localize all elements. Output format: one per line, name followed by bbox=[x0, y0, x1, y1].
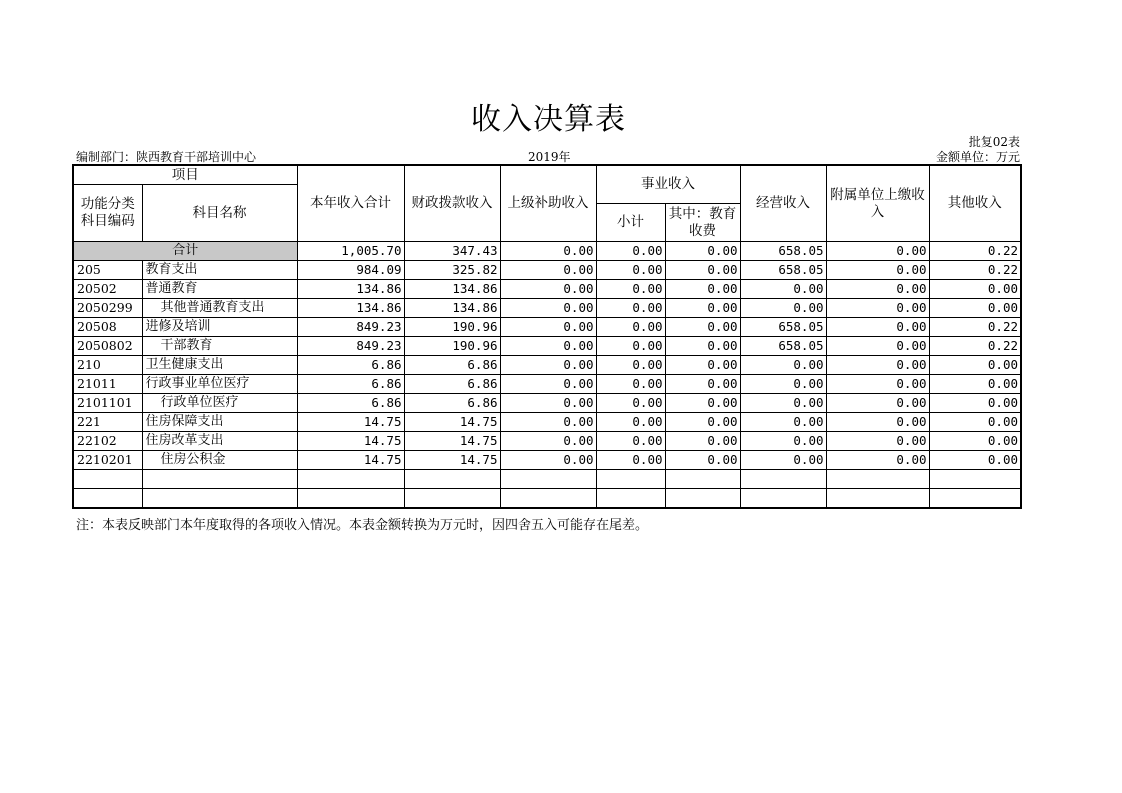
edu-fee-cell: 0.00 bbox=[665, 375, 740, 394]
subtotal-cell: 0.00 bbox=[596, 394, 665, 413]
subject-name-cell: 卫生健康支出 bbox=[142, 356, 297, 375]
operating-cell: 0.00 bbox=[740, 375, 826, 394]
header-func-code: 功能分类科目编码 bbox=[73, 185, 142, 242]
sum-label: 合计 bbox=[73, 242, 297, 261]
total-cell: 6.86 bbox=[297, 375, 404, 394]
affiliated-cell: 0.00 bbox=[826, 375, 929, 394]
sum-superior: 0.00 bbox=[500, 242, 596, 261]
affiliated-cell: 0.00 bbox=[826, 356, 929, 375]
empty-cell bbox=[740, 470, 826, 489]
header-total: 本年收入合计 bbox=[297, 165, 404, 242]
func-code-cell: 210 bbox=[73, 356, 142, 375]
header-superior: 上级补助收入 bbox=[500, 165, 596, 242]
subject-name-cell: 教育支出 bbox=[142, 261, 297, 280]
fiscal-cell: 190.96 bbox=[404, 318, 500, 337]
superior-cell: 0.00 bbox=[500, 318, 596, 337]
table-row bbox=[73, 432, 1021, 451]
subject-name-cell: 行政事业单位医疗 bbox=[142, 375, 297, 394]
header-item: 项目 bbox=[73, 165, 297, 185]
func-code-cell: 2101101 bbox=[73, 394, 142, 413]
table-row bbox=[73, 261, 1021, 280]
func-code-cell: 20508 bbox=[73, 318, 142, 337]
subtotal-cell: 0.00 bbox=[596, 356, 665, 375]
fiscal-cell: 14.75 bbox=[404, 413, 500, 432]
operating-cell: 658.05 bbox=[740, 261, 826, 280]
fiscal-cell: 6.86 bbox=[404, 375, 500, 394]
subject-name-cell: 住房公积金 bbox=[142, 451, 297, 470]
total-cell: 134.86 bbox=[297, 299, 404, 318]
empty-cell bbox=[500, 489, 596, 509]
header-other: 其他收入 bbox=[929, 165, 1021, 242]
affiliated-cell: 0.00 bbox=[826, 318, 929, 337]
empty-cell bbox=[297, 470, 404, 489]
table-row bbox=[73, 394, 1021, 413]
fiscal-cell: 190.96 bbox=[404, 337, 500, 356]
empty-cell bbox=[73, 489, 142, 509]
edu-fee-cell: 0.00 bbox=[665, 356, 740, 375]
edu-fee-cell: 0.00 bbox=[665, 413, 740, 432]
operating-cell: 658.05 bbox=[740, 337, 826, 356]
func-code-cell: 2210201 bbox=[73, 451, 142, 470]
fiscal-cell: 134.86 bbox=[404, 280, 500, 299]
subject-name-cell: 住房改革支出 bbox=[142, 432, 297, 451]
sum-total: 1,005.70 bbox=[297, 242, 404, 261]
table-row bbox=[73, 280, 1021, 299]
sum-fiscal: 347.43 bbox=[404, 242, 500, 261]
empty-cell bbox=[297, 489, 404, 509]
subject-name-cell: 普通教育 bbox=[142, 280, 297, 299]
unit-label: 金额单位：万元 bbox=[935, 150, 1020, 164]
superior-cell: 0.00 bbox=[500, 280, 596, 299]
subtotal-cell: 0.00 bbox=[596, 261, 665, 280]
func-code-cell: 2050802 bbox=[73, 337, 142, 356]
empty-cell bbox=[404, 470, 500, 489]
edu-fee-cell: 0.00 bbox=[665, 299, 740, 318]
subject-name-cell: 行政单位医疗 bbox=[142, 394, 297, 413]
superior-cell: 0.00 bbox=[500, 356, 596, 375]
func-code-cell: 20502 bbox=[73, 280, 142, 299]
fiscal-cell: 134.86 bbox=[404, 299, 500, 318]
affiliated-cell: 0.00 bbox=[826, 261, 929, 280]
operating-cell: 658.05 bbox=[740, 318, 826, 337]
operating-cell: 0.00 bbox=[740, 299, 826, 318]
total-cell: 14.75 bbox=[297, 451, 404, 470]
edu-fee-cell: 0.00 bbox=[665, 337, 740, 356]
superior-cell: 0.00 bbox=[500, 413, 596, 432]
other-cell: 0.00 bbox=[929, 432, 1021, 451]
affiliated-cell: 0.00 bbox=[826, 299, 929, 318]
func-code-cell: 221 bbox=[73, 413, 142, 432]
func-code-cell: 2050299 bbox=[73, 299, 142, 318]
superior-cell: 0.00 bbox=[500, 375, 596, 394]
total-cell: 849.23 bbox=[297, 337, 404, 356]
sum-subtotal: 0.00 bbox=[596, 242, 665, 261]
total-cell: 984.09 bbox=[297, 261, 404, 280]
table-row bbox=[73, 413, 1021, 432]
affiliated-cell: 0.00 bbox=[826, 280, 929, 299]
affiliated-cell: 0.00 bbox=[826, 413, 929, 432]
affiliated-cell: 0.00 bbox=[826, 394, 929, 413]
func-code-cell: 22102 bbox=[73, 432, 142, 451]
total-cell: 134.86 bbox=[297, 280, 404, 299]
empty-cell bbox=[404, 489, 500, 509]
other-cell: 0.22 bbox=[929, 261, 1021, 280]
func-code-cell: 21011 bbox=[73, 375, 142, 394]
total-cell: 6.86 bbox=[297, 394, 404, 413]
other-cell: 0.00 bbox=[929, 451, 1021, 470]
subtotal-cell: 0.00 bbox=[596, 280, 665, 299]
total-cell: 6.86 bbox=[297, 356, 404, 375]
header-subtotal: 小计 bbox=[596, 204, 665, 242]
header-fiscal: 财政拨款收入 bbox=[404, 165, 500, 242]
subtotal-cell: 0.00 bbox=[596, 413, 665, 432]
operating-cell: 0.00 bbox=[740, 394, 826, 413]
table-row bbox=[73, 451, 1021, 470]
operating-cell: 0.00 bbox=[740, 451, 826, 470]
table-row bbox=[73, 318, 1021, 337]
affiliated-cell: 0.00 bbox=[826, 337, 929, 356]
other-cell: 0.22 bbox=[929, 318, 1021, 337]
subtotal-cell: 0.00 bbox=[596, 318, 665, 337]
sum-affiliated: 0.00 bbox=[826, 242, 929, 261]
empty-row bbox=[73, 489, 1021, 509]
header-subject-name: 科目名称 bbox=[142, 185, 297, 242]
table-row bbox=[73, 375, 1021, 394]
edu-fee-cell: 0.00 bbox=[665, 432, 740, 451]
operating-cell: 0.00 bbox=[740, 280, 826, 299]
affiliated-cell: 0.00 bbox=[826, 451, 929, 470]
func-code-cell: 205 bbox=[73, 261, 142, 280]
superior-cell: 0.00 bbox=[500, 261, 596, 280]
sum-other: 0.22 bbox=[929, 242, 1021, 261]
table-row bbox=[73, 299, 1021, 318]
superior-cell: 0.00 bbox=[500, 432, 596, 451]
sum-row bbox=[73, 242, 1021, 261]
subject-name-cell: 进修及培训 bbox=[142, 318, 297, 337]
sum-operating: 658.05 bbox=[740, 242, 826, 261]
superior-cell: 0.00 bbox=[500, 394, 596, 413]
empty-cell bbox=[929, 489, 1021, 509]
footnote: 注：本表反映部门本年度取得的各项收入情况。本表金额转换为万元时，因四舍五入可能存在尾差。 bbox=[76, 518, 649, 533]
table-row bbox=[73, 337, 1021, 356]
empty-cell bbox=[596, 470, 665, 489]
fiscal-cell: 6.86 bbox=[404, 394, 500, 413]
empty-cell bbox=[73, 470, 142, 489]
other-cell: 0.22 bbox=[929, 337, 1021, 356]
total-cell: 14.75 bbox=[297, 432, 404, 451]
edu-fee-cell: 0.00 bbox=[665, 261, 740, 280]
other-cell: 0.00 bbox=[929, 299, 1021, 318]
income-table bbox=[72, 164, 1022, 509]
operating-cell: 0.00 bbox=[740, 356, 826, 375]
empty-cell bbox=[665, 489, 740, 509]
header-affiliated: 附属单位上缴收入 bbox=[826, 165, 929, 242]
org-label: 编制部门：陕西教育干部培训中心 bbox=[76, 150, 257, 164]
subtotal-cell: 0.00 bbox=[596, 451, 665, 470]
other-cell: 0.00 bbox=[929, 375, 1021, 394]
year-label: 2019年 bbox=[528, 150, 571, 164]
subtotal-cell: 0.00 bbox=[596, 299, 665, 318]
empty-cell bbox=[596, 489, 665, 509]
operating-cell: 0.00 bbox=[740, 413, 826, 432]
superior-cell: 0.00 bbox=[500, 299, 596, 318]
empty-cell bbox=[142, 470, 297, 489]
header-operating: 经营收入 bbox=[740, 165, 826, 242]
empty-row bbox=[73, 470, 1021, 489]
fiscal-cell: 14.75 bbox=[404, 451, 500, 470]
superior-cell: 0.00 bbox=[500, 337, 596, 356]
total-cell: 849.23 bbox=[297, 318, 404, 337]
form-number: 批复02表 bbox=[968, 135, 1020, 149]
edu-fee-cell: 0.00 bbox=[665, 394, 740, 413]
report-title: 收入决算表 bbox=[471, 102, 626, 137]
subject-name-cell: 其他普通教育支出 bbox=[142, 299, 297, 318]
subtotal-cell: 0.00 bbox=[596, 337, 665, 356]
empty-cell bbox=[665, 470, 740, 489]
sum-edu-fee: 0.00 bbox=[665, 242, 740, 261]
other-cell: 0.00 bbox=[929, 280, 1021, 299]
edu-fee-cell: 0.00 bbox=[665, 451, 740, 470]
subject-name-cell: 干部教育 bbox=[142, 337, 297, 356]
total-cell: 14.75 bbox=[297, 413, 404, 432]
affiliated-cell: 0.00 bbox=[826, 432, 929, 451]
fiscal-cell: 14.75 bbox=[404, 432, 500, 451]
operating-cell: 0.00 bbox=[740, 432, 826, 451]
fiscal-cell: 325.82 bbox=[404, 261, 500, 280]
header-business: 事业收入 bbox=[596, 165, 740, 204]
empty-cell bbox=[929, 470, 1021, 489]
edu-fee-cell: 0.00 bbox=[665, 318, 740, 337]
header-edu-fee: 其中：教育收费 bbox=[665, 204, 740, 242]
superior-cell: 0.00 bbox=[500, 451, 596, 470]
empty-cell bbox=[826, 489, 929, 509]
subject-name-cell: 住房保障支出 bbox=[142, 413, 297, 432]
empty-cell bbox=[826, 470, 929, 489]
table-row bbox=[73, 356, 1021, 375]
edu-fee-cell: 0.00 bbox=[665, 280, 740, 299]
empty-cell bbox=[500, 470, 596, 489]
other-cell: 0.00 bbox=[929, 394, 1021, 413]
other-cell: 0.00 bbox=[929, 356, 1021, 375]
fiscal-cell: 6.86 bbox=[404, 356, 500, 375]
subtotal-cell: 0.00 bbox=[596, 432, 665, 451]
empty-cell bbox=[142, 489, 297, 509]
other-cell: 0.00 bbox=[929, 413, 1021, 432]
empty-cell bbox=[740, 489, 826, 509]
subtotal-cell: 0.00 bbox=[596, 375, 665, 394]
